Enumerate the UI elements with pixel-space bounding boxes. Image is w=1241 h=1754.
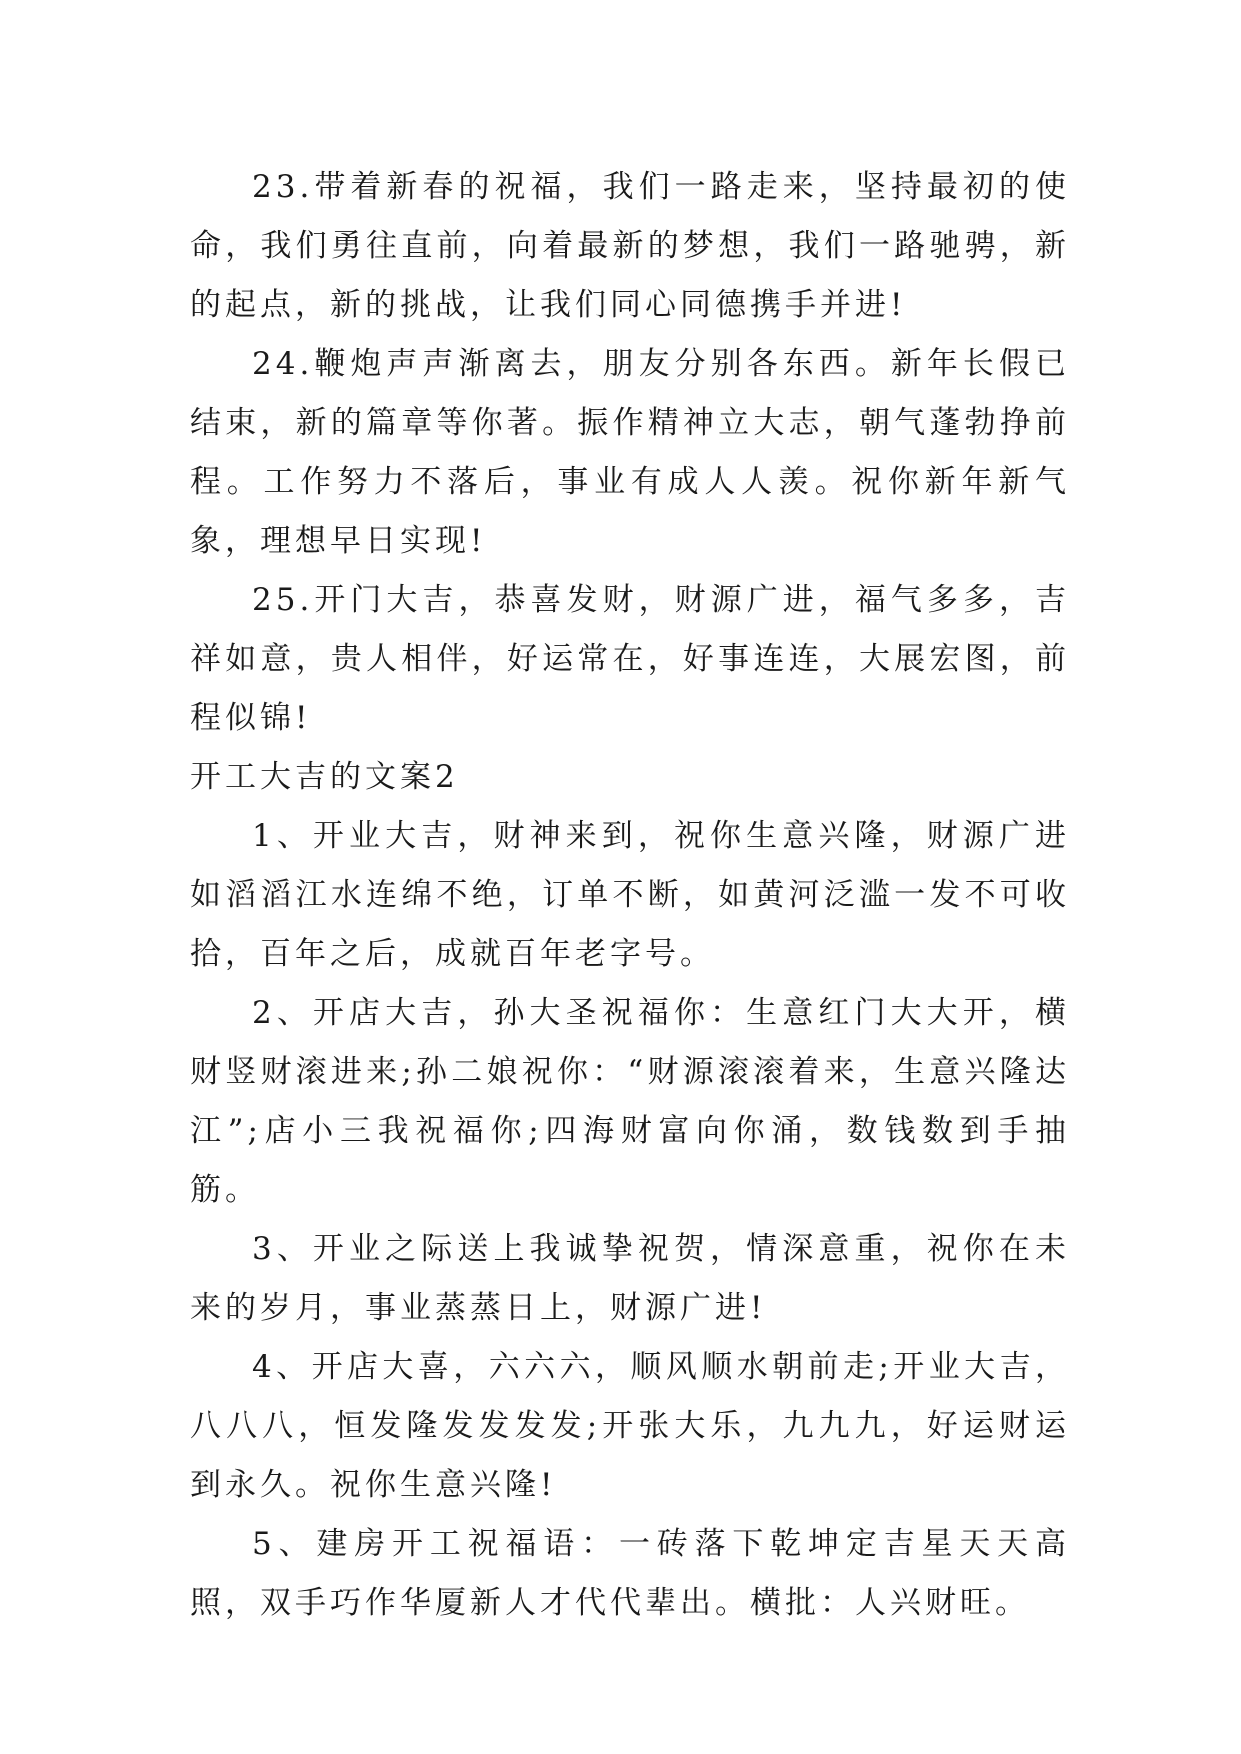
paragraph-25: 25.开门大吉，恭喜发财，财源广进，福气多多，吉祥如意，贵人相伴，好运常在，好事连连，大展宏图，前程似锦! <box>190 582 1070 736</box>
paragraph-5: 5、建房开工祝福语：一砖落下乾坤定吉星天天高照，双手巧作华厦新人才代代辈出。横批：人兴财旺。 <box>190 1526 1070 1621</box>
paragraph-4: 4、开店大喜，六六六，顺风顺水朝前走;开业大吉，八八八，恒发隆发发发发;开张大乐，九九九，好运财运到永久。祝你生意兴隆! <box>190 1349 1070 1503</box>
paragraph-3: 3、开业之际送上我诚挚祝贺，情深意重，祝你在未来的岁月，事业蒸蒸日上，财源广进! <box>190 1231 1070 1326</box>
paragraph-1: 1、开业大吉，财神来到，祝你生意兴隆，财源广进如滔滔江水连绵不绝，订单不断，如黄河泛滥一发不可收拾，百年之后，成就百年老字号。 <box>190 818 1070 972</box>
paragraph-23: 23.带着新春的祝福，我们一路走来，坚持最初的使命，我们勇往直前，向着最新的梦想，我们一路驰骋，新的起点，新的挑战，让我们同心同德携手并进! <box>190 169 1070 323</box>
section-heading: 开工大吉的文案2 <box>190 759 459 795</box>
paragraph-2: 2、开店大吉，孙大圣祝福你：生意红门大大开，横财竖财滚进来;孙二娘祝你：“财源滚滚着来，生意兴隆达江”;店小三我祝福你;四海财富向你涌，数钱数到手抽筋。 <box>190 995 1070 1208</box>
paragraph-24: 24.鞭炮声声渐离去，朋友分别各东西。新年长假已结束，新的篇章等你著。振作精神立大志，朝气蓬勃挣前程。工作努力不落后，事业有成人人羡。祝你新年新气象，理想早日实现! <box>190 346 1070 559</box>
document-body <box>190 158 1070 1633</box>
